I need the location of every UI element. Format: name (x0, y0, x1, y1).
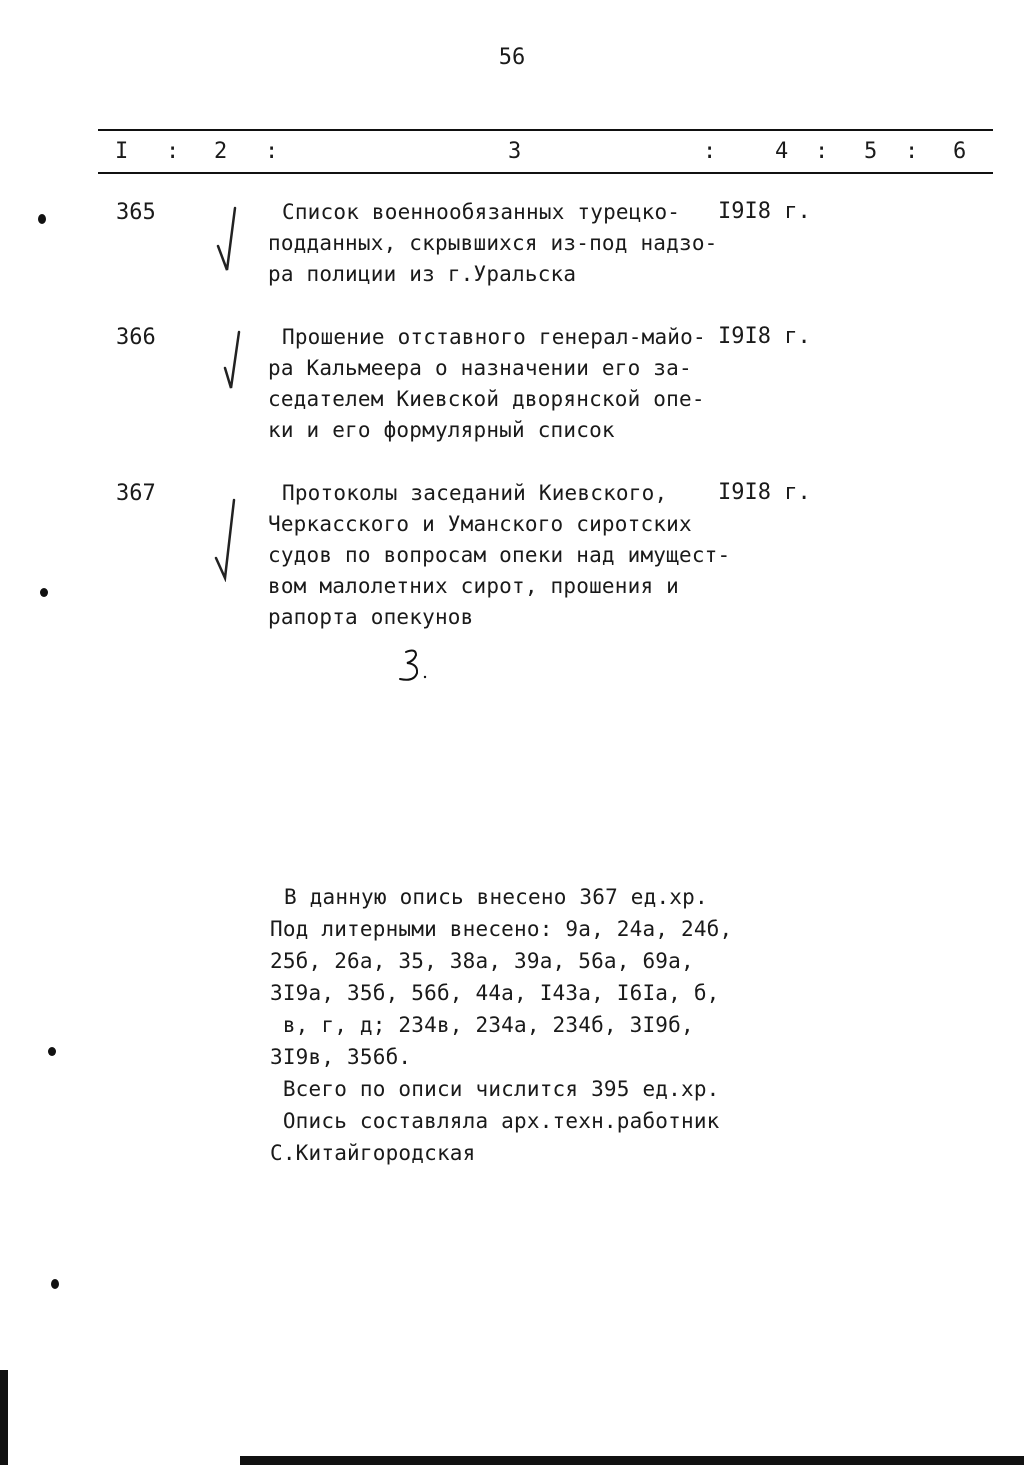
column-separator: : (815, 139, 829, 164)
entry-number: 365 (116, 200, 156, 225)
entry-number: 367 (116, 481, 156, 506)
column-header-6: 6 (953, 139, 967, 164)
binder-hole-mark (48, 1047, 56, 1056)
table-top-rule (98, 129, 993, 131)
entry-year: I9I8 г. (718, 480, 811, 505)
scan-edge-left (0, 1370, 8, 1465)
table-header-rule (98, 172, 993, 174)
column-header-4: 4 (775, 139, 789, 164)
column-header-3: 3 (508, 139, 522, 164)
column-separator: : (166, 139, 180, 164)
entry-description: Прошение отставного генерал-майо- ра Кальмеера о назначении его за- седателем Киевской дворянской опе- ки и его формулярный список (268, 325, 706, 442)
checkmark-icon (222, 328, 248, 392)
binder-hole-mark (38, 214, 46, 224)
column-separator: : (905, 139, 919, 164)
entry-year: I9I8 г. (718, 324, 811, 349)
column-header-5: 5 (864, 139, 878, 164)
column-header-1: I (115, 139, 129, 164)
column-separator: : (265, 139, 279, 164)
column-separator: : (703, 139, 717, 164)
entry-description: Список военнообязанных турецко- подданных, скрывшихся из-под надзо- ра полиции из г.Уральска (268, 200, 718, 286)
inventory-summary: В данную опись внесено 367 ед.хр. Под литерными внесено: 9а, 24а, 24б, 25б, 26а, 35, 38а, 39а, 56а, 69а, 3I9а, 35б, 56б, 44а, I43а, I6Iа, б, в, г, д; 234в, 234а, 234б, 3I9б, 3I9в, 356б. Всего по описи числится 395 ед.хр. Опись составляла арх.техн.работник С.Китайгородская (270, 885, 733, 1165)
checkmark-icon (212, 496, 242, 582)
page-number: 56 (498, 45, 526, 70)
handwritten-mark (392, 646, 432, 690)
column-header-2: 2 (214, 139, 228, 164)
entry-year: I9I8 г. (718, 199, 811, 224)
checkmark-icon (214, 204, 244, 274)
scan-edge-bottom (240, 1456, 1024, 1465)
entry-number: 366 (116, 325, 156, 350)
entry-description: Протоколы заседаний Киевского, Черкасского и Уманского сиротских судов по вопросам опеки над имущест- вом малолетних сирот, прошения и рапорта опекунов (268, 481, 731, 629)
binder-hole-mark (51, 1279, 59, 1289)
binder-hole-mark (40, 588, 48, 597)
